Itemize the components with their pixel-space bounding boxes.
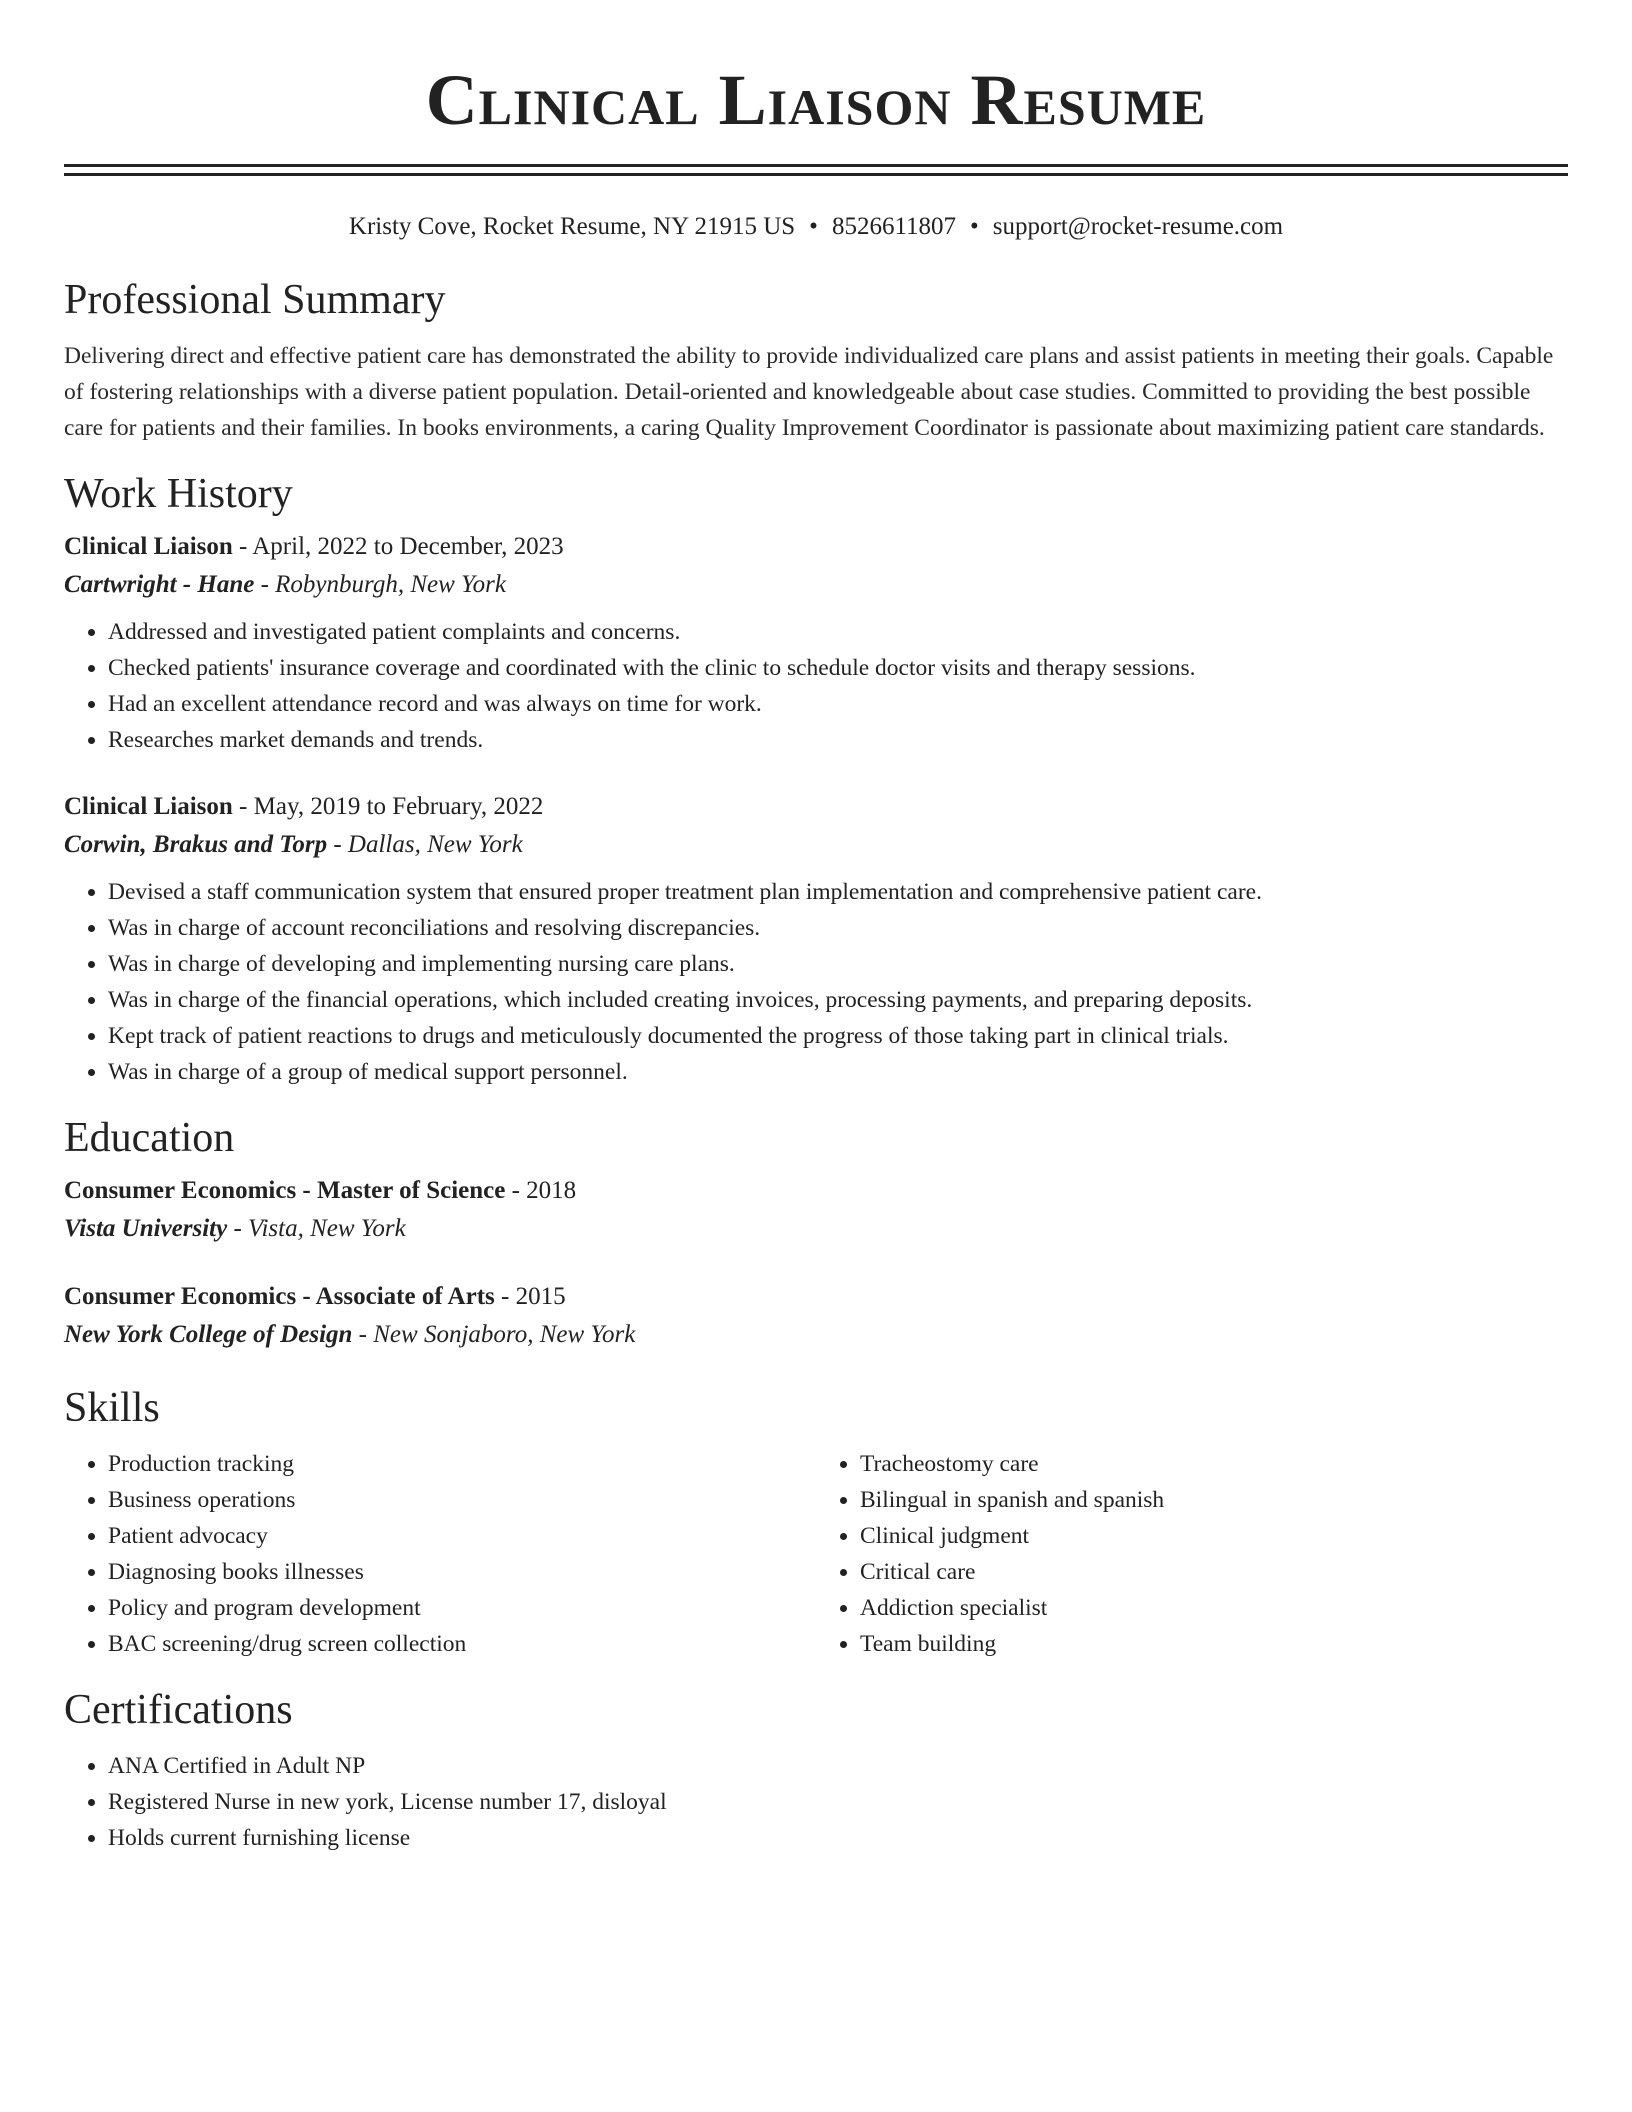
school-name: Vista University [64, 1215, 228, 1242]
list-item: • Bilingual in spanish and spanish [860, 1482, 1568, 1518]
job-dates: - May, 2019 to February, 2022 [232, 793, 544, 820]
list-item: • Registered Nurse in new york, License number 17, disloyal [108, 1784, 1568, 1820]
job-title: Clinical Liaison [64, 793, 233, 820]
list-item: • Business operations [108, 1482, 816, 1518]
list-item: • Critical care [860, 1554, 1568, 1590]
section-heading-skills: Skills [64, 1385, 160, 1431]
list-item: • Was in charge of account reconciliations and resolving discrepancies. [108, 910, 1568, 946]
certifications-list [64, 1748, 1568, 1856]
job-location: - Dallas, New York [327, 831, 523, 858]
contact-email: support@rocket-resume.com [992, 213, 1284, 240]
list-item: • Addressed and investigated patient complaints and concerns. [108, 614, 1568, 650]
list-item: • Holds current furnishing license [108, 1820, 1568, 1856]
job-title: Clinical Liaison [64, 533, 233, 560]
list-item: • Had an excellent attendance record and was always on time for work. [108, 686, 1568, 722]
title-rule-top [64, 164, 1568, 167]
resume-title: Clinical Liaison Resume [425, 60, 1207, 140]
degree: Consumer Economics - Master of Science [64, 1177, 506, 1204]
degree-year: - 2015 [494, 1283, 566, 1310]
list-item: • Team building [860, 1626, 1568, 1662]
list-item: • Patient advocacy [108, 1518, 816, 1554]
job-entry [64, 790, 1568, 1090]
list-item: • Policy and program development [108, 1590, 816, 1626]
contact-separator: • [809, 213, 818, 240]
school-location: - New Sonjaboro, New York [352, 1321, 636, 1348]
list-item: • Tracheostomy care [860, 1446, 1568, 1482]
job-title-line [64, 790, 1568, 824]
section-heading-summary: Professional Summary [64, 277, 446, 323]
job-location: - Robynburgh, New York [254, 571, 506, 598]
summary-text: Delivering direct and effective patient care has demonstrated the ability to provide individualized care plans and assist patients in meeting their goals. Capable of fostering relationships with a diverse patient population. Detail-oriented and knowledgeable about case studies. Committed to providing the best possible care for patients and their families. In books environments, a caring Quality Improvement Coordinator is passionate about maximizing patient care standards. [64, 343, 1554, 441]
list-item: • ANA Certified in Adult NP [108, 1748, 1568, 1784]
degree: Consumer Economics - Associate of Arts [64, 1283, 495, 1310]
list-item: • Was in charge of a group of medical support personnel. [108, 1054, 1568, 1090]
list-item: • Addiction specialist [860, 1590, 1568, 1626]
title-rule-bottom [64, 173, 1568, 176]
skills-list-right [816, 1446, 1568, 1662]
degree-year: - 2018 [505, 1177, 577, 1204]
contact-phone: 8526611807 [831, 213, 957, 240]
list-item: • Researches market demands and trends. [108, 722, 1568, 758]
job-title-line [64, 530, 1568, 564]
list-item: • BAC screening/drug screen collection [108, 1626, 816, 1662]
job-bullets [64, 874, 1568, 1090]
job-company: Cartwright - Hane [64, 571, 255, 598]
section-heading-certifications: Certifications [64, 1687, 293, 1733]
contact-address: Kristy Cove, Rocket Resume, NY 21915 US [348, 213, 796, 240]
list-item: • Production tracking [108, 1446, 816, 1482]
job-company: Corwin, Brakus and Torp [64, 831, 328, 858]
list-item: • Devised a staff communication system that ensured proper treatment plan implementation and comprehensive patient care. [108, 874, 1568, 910]
school-location: - Vista, New York [227, 1215, 406, 1242]
education-entry [64, 1280, 1568, 1352]
section-heading-education: Education [64, 1115, 235, 1161]
job-bullets [64, 614, 1568, 758]
contact-separator: • [970, 213, 979, 240]
job-dates: - April, 2022 to December, 2023 [232, 533, 564, 560]
list-item: • Clinical judgment [860, 1518, 1568, 1554]
list-item: • Was in charge of the financial operations, which included creating invoices, processing payments, and preparing deposits. [108, 982, 1568, 1018]
list-item: • Checked patients' insurance coverage and coordinated with the clinic to schedule doctor visits and therapy sessions. [108, 650, 1568, 686]
list-item: • Was in charge of developing and implementing nursing care plans. [108, 946, 1568, 982]
degree-line [64, 1174, 1568, 1208]
section-heading-work: Work History [64, 471, 293, 517]
list-item: • Kept track of patient reactions to drugs and meticulously documented the progress of those taking part in clinical trials. [108, 1018, 1568, 1054]
school-name: New York College of Design [64, 1321, 353, 1348]
school-line [64, 1212, 1568, 1246]
education-entry [64, 1174, 1568, 1246]
degree-line [64, 1280, 1568, 1314]
contact-line [64, 212, 1568, 242]
skills-columns [64, 1434, 1568, 1662]
list-item: • Diagnosing books illnesses [108, 1554, 816, 1590]
job-company-line [64, 828, 1568, 862]
skills-list-left [64, 1446, 816, 1662]
job-entry [64, 530, 1568, 758]
school-line [64, 1318, 1568, 1352]
job-company-line [64, 568, 1568, 602]
